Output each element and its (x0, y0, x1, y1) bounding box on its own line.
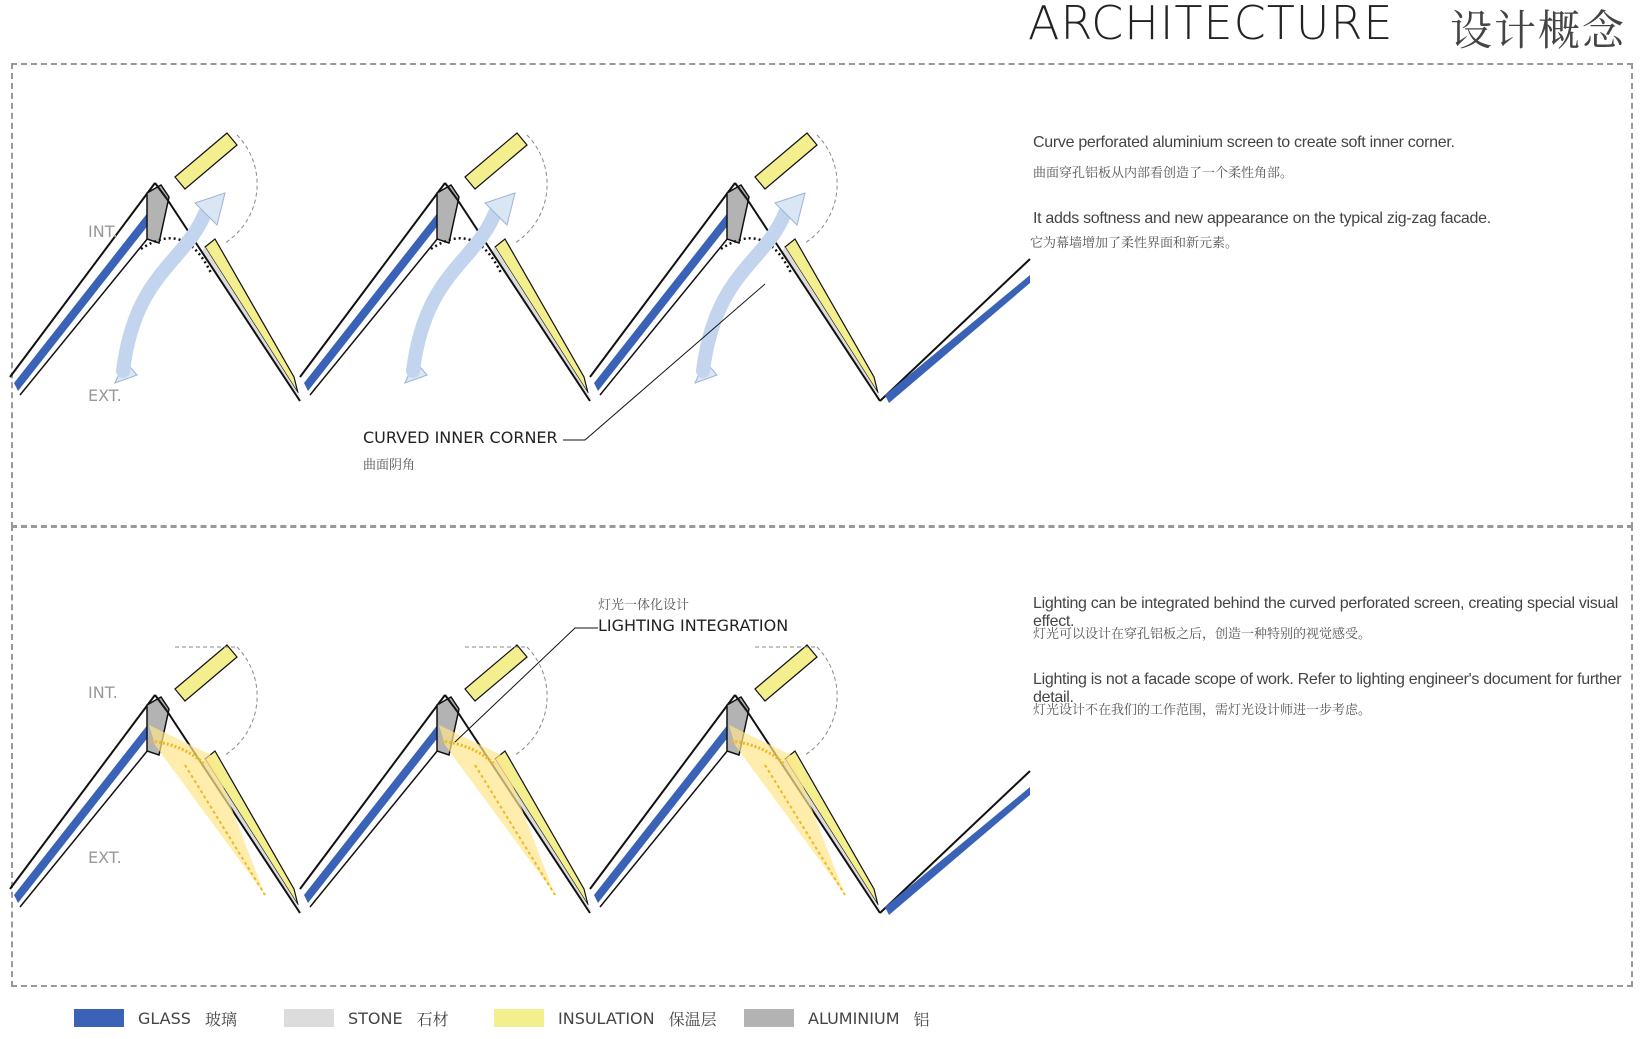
legend-insulation-cn: 保温层 (668, 1009, 717, 1029)
facade-outline (747, 199, 880, 401)
insulation-panel (495, 239, 588, 393)
insulation-block (755, 133, 817, 189)
glass-panel (14, 211, 153, 391)
insulation-swatch (494, 1009, 544, 1027)
ext-label-bottom: EXT. (88, 848, 122, 867)
facade-outline (600, 739, 737, 907)
ext-label-top: EXT. (88, 386, 122, 405)
callout-curved-corner: CURVED INNER CORNER (363, 428, 558, 447)
insulation-block (465, 133, 527, 189)
bottom-text-2: Lighting is not a facade scope of work. Refer to lighting engineer's document for further detail. (1033, 671, 1622, 706)
legend-glass-label: GLASS (138, 1008, 191, 1028)
page-title-cn: 设计概念 (1450, 6, 1627, 55)
insulation-block (175, 133, 237, 189)
facade-outline (10, 695, 155, 889)
glass-panel (885, 787, 1030, 915)
aluminium-swatch (744, 1009, 794, 1027)
stone-swatch (284, 1009, 334, 1027)
insulation-block (755, 645, 817, 701)
glass-panel (304, 211, 443, 391)
insulation-panel (785, 239, 878, 393)
glass-panel (594, 211, 733, 391)
callout-leader (563, 284, 765, 440)
glass-panel (304, 723, 443, 903)
glass-panel (885, 275, 1030, 403)
stone-panel (201, 247, 302, 401)
bottom-text-1-cn: 灯光可以设计在穿孔铝板之后，创造一种特别的视觉感受。 (1033, 626, 1372, 641)
bottom-text-1: Lighting can be integrated behind the curved perforated screen, creating special visual effect. (1033, 595, 1618, 630)
stone-panel (491, 247, 592, 401)
aluminium-corner (727, 185, 749, 243)
legend-insulation-label: INSULATION (558, 1008, 655, 1028)
callout-lighting: LIGHTING INTEGRATION (598, 616, 789, 635)
facade-outline (167, 711, 300, 913)
legend-glass (74, 1008, 237, 1028)
callout-curved-corner-cn: 曲面阴角 (363, 457, 416, 472)
facade-outline (457, 199, 590, 401)
stone-panel (781, 247, 882, 401)
legend-aluminium (744, 1008, 930, 1028)
top-text-1: Curve perforated aluminium screen to create soft inner corner. (1033, 134, 1455, 151)
insulation-block (465, 645, 527, 701)
legend-stone (284, 1008, 449, 1028)
top-text-2-cn: 它为幕墙增加了柔性界面和新元素。 (1030, 235, 1239, 250)
aluminium-corner (437, 185, 459, 243)
legend-aluminium-cn: 铝 (913, 1009, 930, 1029)
facade-outline (747, 711, 880, 913)
facade-outline (880, 259, 1030, 401)
facade-outline (310, 739, 447, 907)
legend-stone-label: STONE (348, 1008, 403, 1028)
int-label-top: INT. (88, 222, 118, 241)
legend-aluminium-label: ALUMINIUM (808, 1008, 900, 1028)
legend-glass-cn: 玻璃 (204, 1009, 237, 1029)
facade-outline (457, 711, 590, 913)
glass-panel (594, 723, 733, 903)
top-text-2: It adds softness and new appearance on the typical zig-zag facade. (1033, 210, 1491, 227)
facade-outline (300, 695, 445, 889)
insulation-block (175, 645, 237, 701)
insulation-panel (205, 239, 298, 393)
int-label-bottom: INT. (88, 683, 118, 702)
page-title: ARCHITECTURE (1028, 0, 1394, 50)
facade-outline (880, 771, 1030, 913)
legend-stone-cn: 石材 (416, 1009, 449, 1029)
top-text-1-cn: 曲面穿孔铝板从内部看创造了一个柔性角部。 (1033, 165, 1294, 180)
facade-outline (167, 199, 300, 401)
facade-outline (590, 695, 735, 889)
facade-outline (20, 739, 157, 907)
callout-lighting-cn: 灯光一体化设计 (598, 597, 690, 612)
legend-insulation (494, 1008, 717, 1028)
aluminium-corner (147, 185, 169, 243)
glass-panel (14, 723, 153, 903)
glass-swatch (74, 1009, 124, 1027)
bottom-text-2-cn: 灯光设计不在我们的工作范围，需灯光设计师进一步考虑。 (1033, 702, 1372, 717)
